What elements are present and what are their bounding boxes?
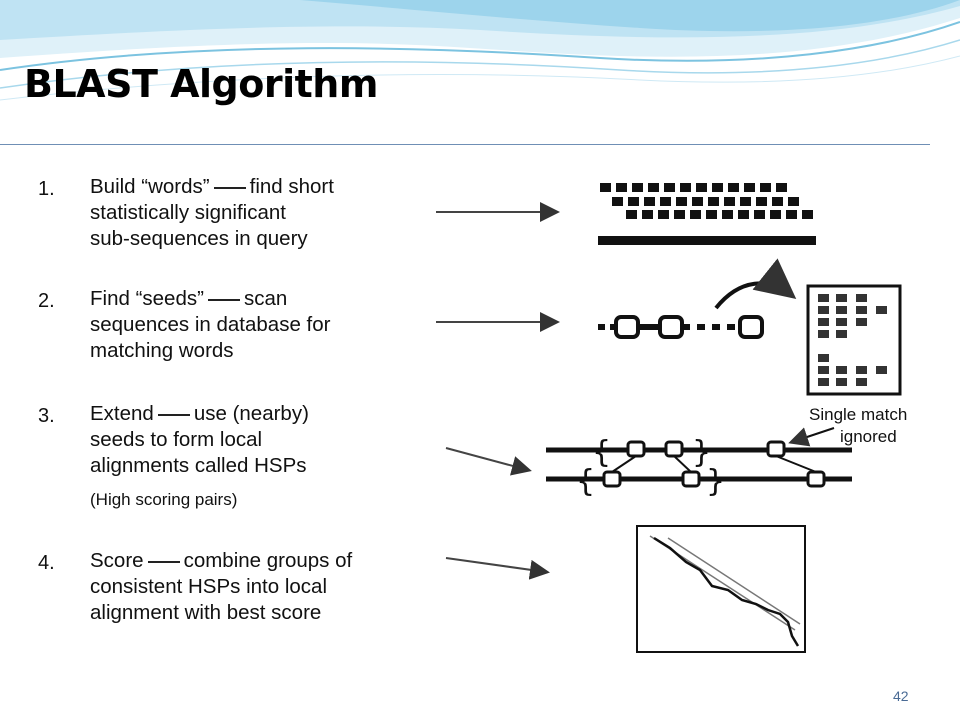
slide-title: BLAST Algorithm (24, 62, 378, 106)
svg-text:}: } (692, 435, 712, 470)
step-3-number: 3. (38, 405, 55, 427)
words-graphic (598, 183, 816, 245)
seeds-graphic (598, 283, 900, 394)
step-2-number: 2. (38, 290, 55, 312)
svg-text:{: { (592, 435, 612, 470)
step-2-line-2: sequences in database for (90, 313, 331, 336)
extend-graphic (546, 428, 852, 499)
step-3-arrow (446, 448, 528, 470)
step-3-term: Extend (90, 402, 154, 425)
step-3-line-3: alignments called HSPs (90, 454, 307, 477)
step-4-arrow (446, 558, 546, 572)
step-4-number: 4. (38, 552, 55, 574)
score-plot (637, 526, 805, 652)
step-3-line-1: use (nearby) (193, 402, 309, 425)
step-1-number: 1. (38, 178, 55, 200)
hsp-note: (High scoring pairs) (90, 490, 238, 509)
step-3-line-2: seeds to form local (90, 428, 263, 451)
page-number: 42 (893, 688, 909, 704)
svg-text:{: { (576, 464, 596, 499)
step-4-line-3: alignment with best score (90, 601, 322, 624)
step-4-line-2: consistent HSPs into local (90, 575, 328, 598)
step-1-term: Build “words” (90, 175, 210, 198)
title-divider (0, 144, 930, 145)
step-4-term: Score (90, 549, 144, 572)
step-1-line-2: statistically significant (90, 201, 286, 224)
step-2-line-1: scan (243, 287, 288, 310)
step-1-line-1: find short (249, 175, 334, 198)
single-match-label: Single match (809, 405, 908, 424)
step-1-line-3: sub-sequences in query (90, 227, 308, 250)
ignored-label: ignored (840, 427, 897, 446)
step-2-term: Find “seeds” (90, 287, 204, 310)
svg-text:}: } (706, 464, 726, 499)
blast-diagram (0, 150, 960, 670)
step-2-line-3: matching words (90, 339, 234, 362)
step-4-line-1: combine groups of (183, 549, 353, 572)
